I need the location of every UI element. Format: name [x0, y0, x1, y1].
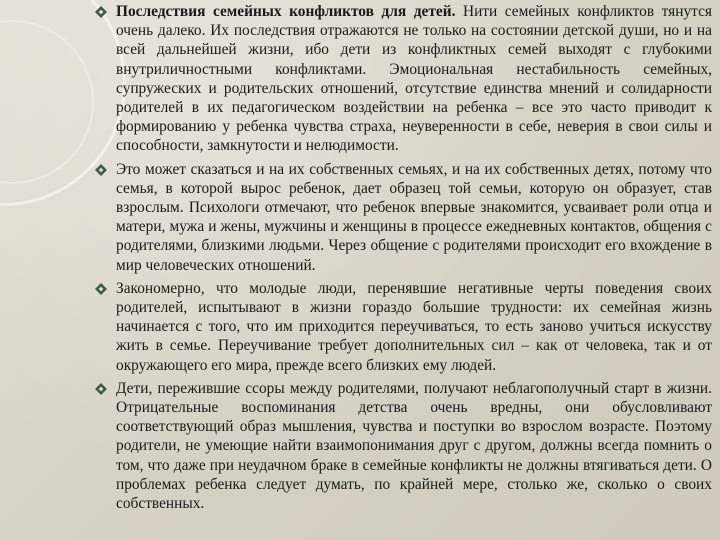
bullet-diamond-icon: [95, 6, 107, 18]
bullet-item: [96, 279, 712, 375]
bullet-text: Дети, пережившие ссоры между родителями, получают неблагополучный старт в жизни. Отрицательные воспоминания детства очень вредны, они обусловливают соответствующий образ мышления, чувства и поступки во взрослом возрасте. Поэтому родители, не умеющие найти взаимопонимания друг с другом, должны всегда помнить о том, что даже при неудачном браке в семейные конфликты не должны втягиваться дети. О проблемах ребенка следует думать, по крайней мере, столько же, сколько о своих собственных.: [116, 379, 712, 513]
bullet-lead: Последствия семейных конфликтов для детей.: [116, 3, 456, 20]
bullet-item: [96, 2, 712, 156]
bullet-text: Это может сказаться и на их собственных семьях, и на их собственных детях, потому что семья, в которой вырос ребенок, дает образец той семьи, которую он образует, став взрослым. Психологи отмечают, что ребенок впервые знакомится, усваивает роли отца и матери, мужа и жены, мужчины и женщины в процессе ежедневных контактов, общения с родителями, близкими людьми. Через общение с родителями происходит его вхождение в мир человеческих отношений.: [116, 160, 712, 274]
bullet-diamond-icon: [95, 164, 107, 176]
bullet-diamond-icon: [95, 383, 107, 395]
bullet-item: [96, 379, 712, 513]
bullet-diamond-icon: [95, 283, 107, 295]
bullet-text: Закономерно, что молодые люди, перенявшие негативные черты поведения своих родителей, испытывают в жизни гораздо большие трудности: их семейная жизнь начинается с того, что им приходится переучиваться, то есть заново учиться искусству жить в семье. Переучивание требует дополнительных сил – как от человека, так и от окружающего его мира, прежде всего близких ему людей.: [116, 279, 712, 374]
slide-content: [96, 2, 712, 517]
bullet-item: [96, 160, 712, 275]
bullet-list: [96, 2, 712, 513]
bullet-text: Нити семейных конфликтов тянутся очень далеко. Их последствия отражаются не только на состоянии детской души, но и на всей дальнейшей жизни, ибо дети из конфликтных семей выходят с глубокими внутриличностными конфликтами. Эмоциональная нестабильность семейных, супружеских и родительских отношений, отсутствие единства мнений и солидарности родителей в их педагогическом воздействии на ребенка – все это часто приводит к формированию у ребенка чувства страха, неуверенности в себе, неверия в свои силы и способности, замкнутости и нелюдимости.: [116, 3, 712, 155]
